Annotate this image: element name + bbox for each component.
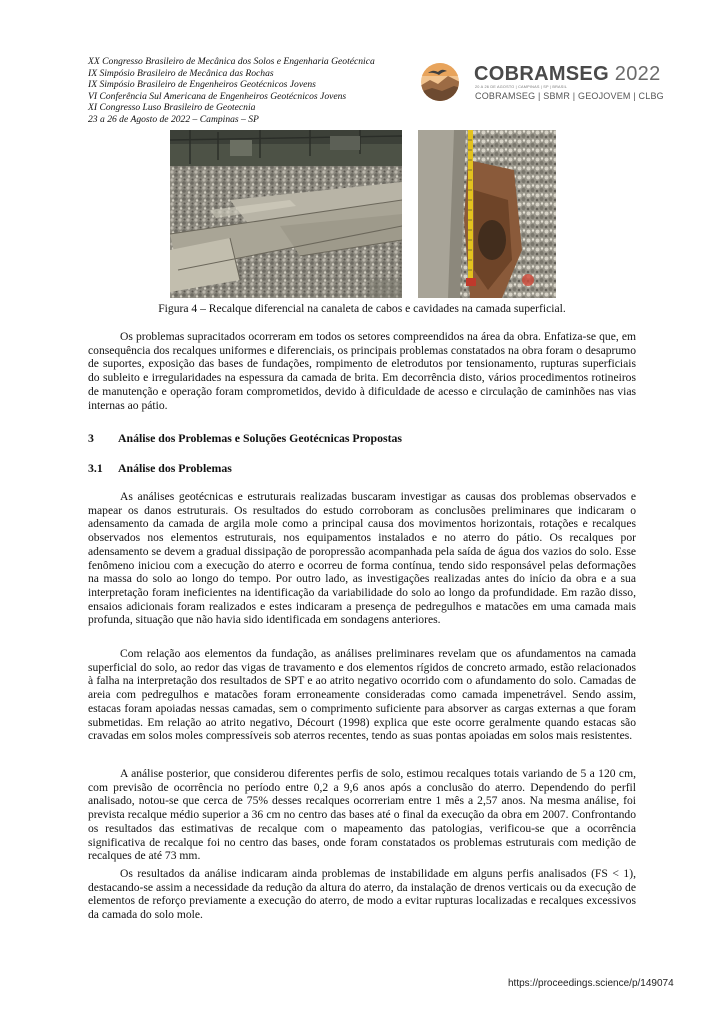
subsection-number: 3.1 [88, 461, 103, 475]
logo-badge-icon [420, 62, 464, 102]
header-line: 23 a 26 de Agosto de 2022 – Campinas – SP [88, 113, 259, 125]
logo-tagline: 20 A 26 DE AGOSTO | CAMPINAS | SP | BRASIL [475, 85, 568, 89]
figure-caption: Figura 4 – Recalque diferencial na canaleta de cabos e cavidades na camada superficial. [158, 302, 566, 315]
subsection-title: Análise dos Problemas [118, 461, 232, 475]
section-number: 3 [88, 431, 94, 445]
paragraph-foundation: Com relação aos elementos da fundação, as análises preliminares revelam que os afundamentos na camada superficial do solo, ao redor das vigas de travamento e dos elementos rígidos de concreto armado, estão relacionados à falha na interpretação dos resultados de SPT e ao atrito negativo ocorrido com o afundamento do solo. Camadas de areia com pedregulhos e matacões foram erroneamente consideradas como camada impenetrável. Sendo assim, estacas foram apoiadas nessas camadas, sem o comprimento suficiente para absorver as cargas externas a que foram submetidas. Em relação ao atrito negativo, Décourt (1998) explica que este ocorre geralmente quando estacas são cravadas em solos moles compressíveis sob aterros recentes, tendo as suas pontas apoiadas em solos mais resistentes. [88, 647, 636, 743]
logo-title-text: COBRAMSEG [474, 63, 609, 85]
cavity-photo [418, 130, 556, 298]
paragraph-instability: Os resultados da análise indicaram ainda problemas de instabilidade em alguns perfis analisados (FS < 1), destacando-se assim a necessidade da redução da altura do aterro, da instalação de drenos verticais ou da execução de elementos de reforço previamente a execução do aterro, de modo a evitar rupturas localizadas e recalques excessivos da camada do solo mole. [88, 867, 636, 922]
cobramseg-logo [414, 60, 664, 104]
header-line: XI Congresso Luso Brasileiro de Geotecnia [88, 102, 256, 114]
paragraph-analyses: As análises geotécnicas e estruturais realizadas buscaram investigar as causas dos problemas observados e mapear os danos estruturais. Os resultados do estudo corroboram as conclusões preliminares que indicaram o adensamento da camada de argila mole como a principal causa dos movimentos horizontais, rotações e recalques observados nos elementos estruturais, nos equipamentos instalados e no aterro do pátio. Os recalques por adensamento se devem a gradual dissipação de poropressão acompanhada pela saída de água dos vazios do solo. Esse fenômeno iniciou com a execução do aterro e ocorreu de forma contínua, tendo sido responsável pelas deformações na massa do solo ao longo do tempo. Por outro lado, as investigações realizadas antes do início da obra e a sua interpretação foram ineficientes na identificação da variabilidade do solo ao longo da profundidade. Em razão disso, ensaios adicionais foram realizados e estes indicaram a presença de pedregulhos e matacões em uma camada mais profunda, situação que não havia sido identificada em sondagens anteriores. [88, 490, 636, 627]
paragraph-settlement: A análise posterior, que considerou diferentes perfis de solo, estimou recalques totais variando de 5 a 120 cm, com previsão de ocorrência no período entre 0,2 a 9,6 anos após a conclusão do aterro. Dependendo do perfil analisado, notou-se que cerca de 75% desses recalques ocorreriam entre 1 mês a 2,57 anos. Na mesma análise, foi prevista recalque médio superior a 36 cm no centro das bases até o final da execução da obra em 2007. Confrontando os resultados das estimativas de recalque com o mapeamento das patologias, verificou-se que a ocorrência significativa de recalque foi no centro das bases, onde foram constatados os problemas estruturais com medição de recalques de até 73 mm. [88, 767, 636, 863]
cable-trench-photo [170, 130, 402, 298]
section-heading [88, 431, 402, 446]
section-title: Análise dos Problemas e Soluções Geotécnicas Propostas [118, 431, 402, 445]
header-line: XX Congresso Brasileiro de Mecânica dos Solos e Engenharia Geotécnica [88, 56, 375, 67]
logo-year: 2022 [614, 63, 661, 85]
subsection-heading [88, 461, 232, 476]
proceedings-url[interactable]: https://proceedings.science/p/149074 [508, 978, 674, 989]
paragraph-problems: Os problemas supracitados ocorreram em todos os setores compreendidos na área da obra. Enfatiza-se que, em consequência dos recalques uniformes e diferenciais, os principais problemas constatados na obra foram o desaprumo de suportes, exposição das bases de fundações, rompimento de eletrodutos por tensionamento, rupturas superficiais do subleito e irregularidades na espessura da camada de brita. Em decorrência disto, vários procedimentos rotineiros de manutenção e operação foram comprometidos, devido à dificuldade de acesso e circulação de caminhões nas vias internas ao pátio. [88, 330, 636, 412]
logo-subtitle: COBRAMSEG | SBMR | GEOJOVEM | CLBG [475, 91, 664, 101]
logo-title [474, 63, 661, 86]
header-line: VI Conferência Sul Americana de Engenheiros Geotécnicos Jovens [88, 90, 347, 102]
conference-header [88, 56, 375, 126]
header-line: IX Simpósio Brasileiro de Mecânica das Rochas [88, 67, 274, 79]
header-line: IX Simpósio Brasileiro de Engenheiros Geotécnicos Jovens [88, 79, 316, 91]
